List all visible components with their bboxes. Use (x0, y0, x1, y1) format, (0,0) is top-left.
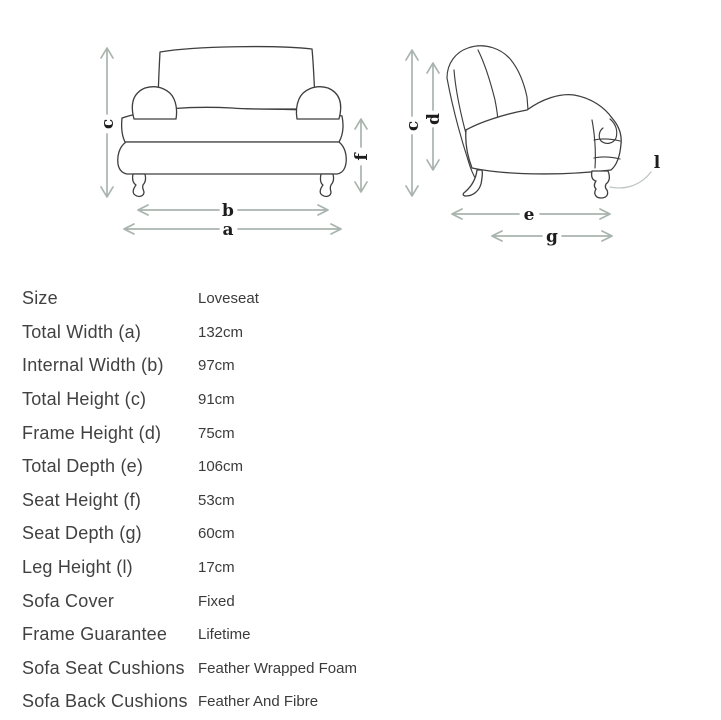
spec-row-total-height (22, 383, 712, 417)
spec-value: Feather And Fibre (198, 693, 319, 711)
spec-value: 75cm (198, 424, 235, 442)
spec-label: Sofa Cover (22, 590, 115, 611)
spec-row-internal-width (22, 349, 712, 383)
dim-arrow-c-side (403, 50, 423, 196)
dim-label-e: e (523, 205, 535, 225)
dim-label-f: f (351, 153, 372, 161)
spec-row-frame-height (22, 416, 712, 450)
spec-value: 53cm (198, 491, 235, 509)
front-left-leg (133, 174, 146, 196)
dim-arrow-f (352, 119, 372, 192)
spec-row-seat-depth (22, 517, 712, 551)
dim-label-a: a (222, 220, 234, 240)
spec-label: Total Depth (e) (22, 456, 144, 477)
spec-value: 17cm (198, 559, 235, 577)
dim-arrow-c-front (98, 48, 118, 197)
side-body-arm (466, 95, 621, 174)
side-back-cushion-seam (478, 50, 498, 124)
spec-label: Internal Width (b) (22, 355, 164, 376)
sofa-dimension-svg (0, 0, 721, 278)
spec-label: Seat Height (f) (22, 489, 142, 510)
spec-row-seat-height (22, 484, 712, 518)
spec-value: 91cm (198, 391, 235, 409)
spec-value: 132cm (198, 323, 244, 341)
spec-value: Lifetime (198, 626, 251, 644)
side-back-outline (447, 46, 528, 110)
spec-value: 97cm (198, 357, 235, 375)
dim-label-l: l (653, 153, 661, 173)
dim-arrow-a (124, 220, 341, 240)
spec-value: Fixed (198, 592, 235, 610)
spec-value: 106cm (198, 458, 244, 476)
spec-label: Frame Height (d) (22, 422, 162, 443)
spec-row-leg-height (22, 551, 712, 585)
sofa-front-view-drawing (118, 47, 346, 197)
spec-label: Seat Depth (g) (22, 523, 142, 544)
dim-label-c-front: c (97, 118, 118, 130)
front-base-band (118, 142, 346, 174)
spec-label: Sofa Seat Cushions (22, 657, 185, 678)
spec-table (22, 282, 712, 719)
spec-row-back-cushions (22, 685, 712, 719)
spec-value: Feather Wrapped Foam (198, 659, 357, 677)
spec-value: 60cm (198, 525, 235, 543)
spec-row-seat-cushions (22, 652, 712, 686)
dim-arrow-b (138, 201, 328, 221)
dim-label-g: g (546, 227, 558, 247)
spec-row-size (22, 282, 712, 316)
spec-row-total-width (22, 316, 712, 350)
spec-value: Loveseat (198, 290, 259, 308)
leg-leader-line (610, 172, 651, 188)
dim-arrow-g (492, 227, 612, 247)
dimension-diagram (0, 0, 721, 283)
sofa-side-view-drawing (447, 46, 621, 198)
spec-label: Total Width (a) (22, 321, 142, 342)
spec-row-sofa-cover (22, 584, 712, 618)
dim-arrow-e (452, 205, 610, 225)
front-backrest (158, 47, 316, 109)
spec-row-frame-guarantee (22, 618, 712, 652)
spec-label: Frame Guarantee (22, 624, 168, 645)
dim-arrow-d (424, 63, 444, 170)
dim-label-b: b (222, 201, 234, 221)
dim-label-c-side: c (402, 120, 423, 132)
spec-row-total-depth (22, 450, 712, 484)
dim-label-d: d (423, 113, 444, 125)
spec-label: Leg Height (l) (22, 557, 133, 578)
spec-label: Size (22, 288, 58, 309)
side-front-leg (592, 171, 610, 198)
front-right-leg (320, 174, 333, 196)
spec-label: Sofa Back Cushions (22, 691, 188, 712)
spec-label: Total Height (c) (22, 389, 147, 410)
